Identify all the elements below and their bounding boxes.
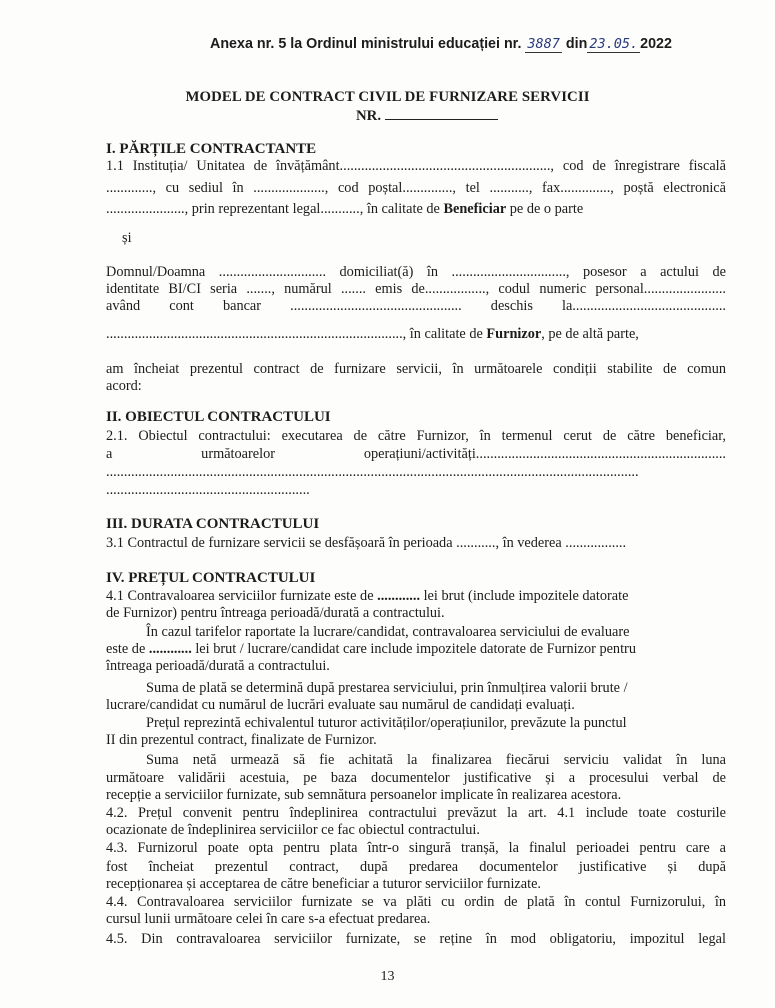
section-2-line-1: 2.1. Obiectul contractului: executarea de către Furnizor, în termenul cerut de către beneficiar,: [106, 428, 726, 444]
din-label: din: [565, 36, 588, 52]
section-1-line-5: identitate BI/CI seria ......., numărul ....... emis de................., codul numeric personal.......................: [106, 281, 726, 297]
section-1-line-7: [106, 326, 726, 343]
p1-tail: lei brut (include impozitele datorate: [420, 588, 629, 604]
price-paragraph-1: [106, 588, 726, 605]
price-paragraph-14: ocazionate de îndeplinirea serviciilor ce fac obiectul contractului.: [106, 822, 480, 838]
order-number-handwritten: 3887: [527, 36, 560, 52]
section-1-line-2: ............., cu sediul în ...................., cod poștal.............., tel ..........., fax.............., poștă electronică: [106, 180, 726, 196]
p1-amount-blank: ............: [377, 588, 421, 604]
order-year: 2022: [640, 36, 672, 52]
price-paragraph-19: cursul lunii următoare celei în care s-a efectuat predarea.: [106, 911, 431, 927]
price-paragraph-13: 4.2. Prețul convenit pentru îndeplinirea contractului prevăzut la art. 4.1 include toate costurile: [106, 805, 726, 821]
price-paragraph-10: Suma netă urmează să fie achitată la finalizarea fiecărui serviciu validat în luna: [146, 752, 726, 768]
nr-label: NR.: [356, 108, 382, 124]
line-7-tail: , pe de altă parte,: [541, 326, 639, 342]
price-paragraph-4: [106, 641, 726, 658]
price-paragraph-16: fost încheiat prezentul contract, după predarea documentelor justificative și după: [106, 859, 726, 875]
order-date-handwritten: 23.05.: [589, 36, 639, 52]
p4-amount-blank: ............: [148, 641, 192, 657]
section-1-line-8: am încheiat prezentul contract de furnizare servicii, în următoarele condiții stabilite de comun: [106, 361, 726, 377]
section-3-line-1: 3.1 Contractul de furnizare servicii se desfășoară în perioada ..........., în vederea .................: [106, 535, 627, 551]
p4-tail: lei brut / lucrare/candidat care include impozitele datorate de Furnizor pentru: [191, 641, 636, 657]
annex-header: [210, 36, 690, 53]
page-number: 13: [380, 969, 395, 984]
beneficiar-label: Beneficiar: [443, 201, 507, 217]
price-paragraph-12: recepție a serviciilor furnizate, sub semnătura persoanelor implicate în realizarea acestora.: [106, 787, 622, 803]
section-2-line-3: .....................................................................................................................................................: [106, 464, 639, 480]
line-3-tail: pe de o parte: [506, 201, 584, 217]
price-paragraph-2: de Furnizor) pentru întreaga perioadă/durată a contractului.: [106, 605, 445, 621]
price-paragraph-17: recepționarea și acceptarea de către beneficiar a tuturor serviciilor furnizate.: [106, 876, 541, 892]
annex-prefix: Anexa nr. 5 la Ordinul ministrului educației nr.: [210, 36, 522, 52]
si-conjunction: și: [122, 230, 132, 246]
price-paragraph-7: lucrare/candidat cu numărul de lucrări evaluate sau numărul de candidați evaluați.: [106, 697, 575, 713]
price-paragraph-15: 4.3. Furnizorul poate opta pentru plata într-o singură tranșă, la finalul perioadei pentru care a: [106, 840, 726, 856]
furnizor-label: Furnizor: [486, 326, 542, 342]
section-1-line-6: având cont bancar ................................................ deschis la...........................................: [106, 298, 726, 314]
section-1-line-1: 1.1 Instituția/ Unitatea de învățământ..........................................................., cod de înregistrare fiscală: [106, 158, 726, 174]
section-2-line-2: a următoarelor operațiuni/activități......................................................................: [106, 446, 726, 462]
price-paragraph-5: întreaga perioadă/durată a contractului.: [106, 658, 330, 674]
section-1-line-9: acord:: [106, 378, 142, 394]
contract-number: [356, 108, 498, 125]
section-1-line-4: Domnul/Doamna .............................. domiciliat(ă) în ................................, posesor a actului de: [106, 264, 726, 280]
price-paragraph-9: II din prezentul contract, finalizate de Furnizor.: [106, 732, 377, 748]
price-paragraph-6: Suma de plată se determină după prestarea serviciului, prin înmulțirea valorii brute /: [146, 680, 628, 696]
price-paragraph-18: 4.4. Contravaloarea serviciilor furnizate se va plăti cu ordin de plată în contul Furnizorului, în: [106, 894, 726, 910]
price-paragraph-11: următoare validării acestuia, pe baza documentelor justificative și a procesului verbal de: [106, 770, 726, 786]
section-1-line-3: [106, 201, 726, 218]
p1-text: 4.1 Contravaloarea serviciilor furnizate este de: [106, 588, 378, 604]
line-7-text: ..................................................................................., în calitate de: [106, 326, 487, 342]
section-2-line-4: .........................................................: [106, 482, 310, 498]
price-paragraph-8: Prețul reprezintă echivalentul tuturor activităților/operațiunilor, prevăzute la punctul: [146, 715, 627, 731]
section-3-heading: III. DURATA CONTRACTULUI: [106, 516, 320, 532]
contract-number-blank: [385, 108, 498, 120]
line-3-text: ......................, prin reprezentant legal..........., în calitate de: [106, 201, 444, 217]
section-1-heading: I. PĂRȚILE CONTRACTANTE: [106, 141, 317, 157]
price-paragraph-3: În cazul tarifelor raportate la lucrare/candidat, contravaloarea serviciului de evaluare: [146, 624, 630, 640]
p4-text: este de: [106, 641, 149, 657]
contract-title: MODEL DE CONTRACT CIVIL DE FURNIZARE SERVICII: [185, 89, 590, 105]
section-4-heading: IV. PREȚUL CONTRACTULUI: [106, 570, 316, 586]
section-2-heading: II. OBIECTUL CONTRACTULUI: [106, 409, 331, 425]
price-paragraph-20: 4.5. Din contravaloarea serviciilor furnizate, se reține în mod obligatoriu, impozitul legal: [106, 931, 726, 947]
